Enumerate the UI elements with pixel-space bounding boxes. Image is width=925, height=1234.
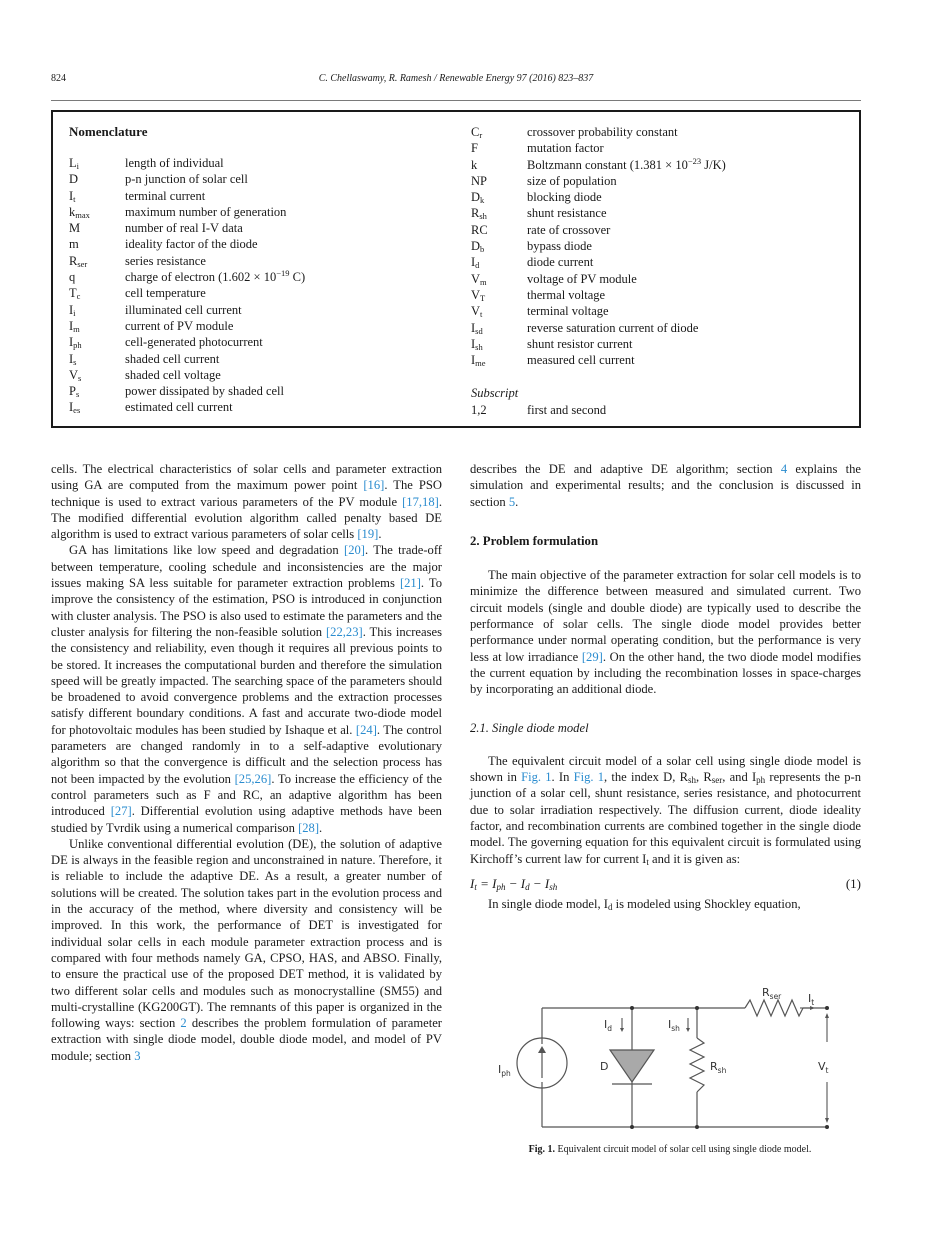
paragraph: GA has limitations like low speed and degradation [20]. The trade-off between temperature, cooling schedule and inconsistencies are the major issues making SA less suitable for parameter extraction problems [21]. To improve the consistency of the estimation, PSO is introduced in conjunction with cluster analysis. The PSO is also used to estimate the parameters and the cluster analysis for filtering the non-feasible solution [22,23]. This increases the consistency and reliability, even though it requires all previous points to be stored. It increases the computational burden and therefore the simulation speed will be greatly impacted. The searching space of the parameters should be broadened to avoid convergence problems and the extraction processes satisfy different boundary conditions. A fast and accurate two-diode model for photovoltaic modules has been studied by Ishaque et al. [24]. The control parameters are changed randomly in to a self-adaptive evolutionary algorithm so that the convergence is difficult and the selection process has not been impacted by the evolution [25,26]. To increase the efficiency of the control parameters such as F and RC, an adaptive algorithm has been introduced [27]. Differential evolution using adaptive methods have been studied by Tvrdik using a numerical comparison [28]. — [51, 543, 442, 835]
ish-label: $I_{sh}$ — [668, 1018, 680, 1033]
rser-label: $R_{ser}$ — [762, 986, 782, 1001]
citation-link[interactable]: [20] — [344, 543, 365, 558]
symbol: $I_s$ — [69, 351, 77, 367]
nomenclature-box — [51, 110, 861, 428]
citation-link[interactable]: [17,18] — [402, 494, 439, 509]
definition: shaded cell voltage — [125, 367, 221, 382]
definition: voltage of PV module — [527, 271, 637, 286]
symbol: D — [69, 172, 79, 187]
citation-link[interactable]: [25,26] — [234, 771, 272, 786]
paragraph: cells. The electrical characteristics of solar cells and parameter extraction using GA are computed from the maximum power point [16]. The PSO technique is used to extract various parameters of the PV module [17,18]. The modified differential evolution algorithm called penalty based DE algorithm is used to extract various parameters of solar cells [19]. — [51, 462, 442, 542]
symbol: NP — [471, 173, 487, 188]
circuit-diagram — [490, 980, 850, 1140]
citation-link[interactable]: [19] — [357, 527, 379, 542]
definition: measured cell current — [527, 353, 635, 368]
paragraph: describes the DE and adaptive DE algorithm; section 4 explains the simulation and experimental results; and the conclusion is discussed in section 5. — [470, 462, 861, 509]
definition: current of PV module — [125, 318, 234, 333]
symbol: $V_s$ — [69, 367, 82, 383]
definition: shunt resistance — [527, 206, 607, 221]
symbol: $V_m$ — [471, 271, 487, 287]
citation-link[interactable]: 3 — [134, 1048, 141, 1063]
symbol: $V_T$ — [471, 287, 486, 303]
definition: series resistance — [125, 253, 206, 268]
definition: blocking diode — [527, 190, 602, 205]
definition: terminal current — [125, 188, 206, 203]
definition: cell-generated photocurrent — [125, 335, 263, 350]
equation-number: (1) — [845, 875, 861, 891]
paragraph: Unlike conventional differential evolution (DE), the solution of adaptive DE is always in the feasible region and unconstrained in nature. Therefore, it is reliable to include the adaptive DE. As a result, a greater number of solutions will be created. The solution takes part in the evolution process and in the accuracy of the method, where diversity and consistency will be improved. In this work, the performance of DET is investigated for individual solar cells in each module parameter extraction process and is compared with four methods namely GA, CPSO, HAS, and ABSO. Finally, to ensure the practical use of the proposed DET method, it is validated by two different solar cells and modules such as monocrystalline (SM55) and multi-crystalline (KG200GT). The remnants of this paper is organized in the following ways: section 2 describes the problem formulation of parameter extraction with single diode model, double diode model, and model of PV module; section 3 — [51, 836, 442, 1063]
citation-link[interactable]: [27] — [110, 804, 132, 819]
d-label: D — [600, 1060, 609, 1073]
citation-link[interactable]: [22,23] — [325, 624, 363, 639]
symbol: $I_{sh}$ — [471, 336, 483, 352]
iph-label: $I_{ph}$ — [498, 1063, 511, 1078]
definition: first and second — [527, 403, 607, 417]
paragraph: The equivalent circuit model of a solar cell using single diode model is shown in Fig. 1. In Fig. 1, the index D, $R_{sh}$, $R_{ser}$, and $I_{ph}$ represents the p-n junction of a solar cell, shunt resistance, series resistance, and photocurrent due to solar irradiation respectively. The diffusion current, diode ideality factor, and recombination currents are combined together in the single diode model. The governing equation for this equivalent circuit is formulated using Kirchoff’s current law for current $I_t$ and it is given as: — [470, 753, 861, 867]
subsection-heading: 2.1. Single diode model — [470, 720, 589, 735]
id-label: $I_d$ — [604, 1018, 613, 1033]
header-rule — [51, 100, 861, 101]
symbol: $T_c$ — [69, 286, 81, 302]
definition: rate of crossover — [527, 222, 611, 237]
body-column-left — [51, 461, 442, 1064]
definition: Boltzmann constant ($1.381 \times 10^{-23}$ J/K) — [527, 155, 726, 172]
symbol: $I_{es}$ — [69, 400, 81, 416]
citation-link[interactable]: 2 — [180, 1016, 187, 1031]
citation-link[interactable]: 4 — [780, 462, 788, 476]
symbol: $k_{max}$ — [69, 204, 90, 220]
definition: p-n junction of solar cell — [125, 172, 248, 187]
body-column-right — [470, 461, 861, 912]
symbol: $C_r$ — [471, 125, 483, 140]
symbol: $I_{sd}$ — [471, 320, 483, 336]
definition: length of individual — [125, 156, 224, 170]
citation-link[interactable]: [29] — [581, 649, 603, 664]
symbol: $L_i$ — [69, 156, 80, 171]
definition: crossover probability constant — [527, 125, 678, 139]
running-header — [51, 73, 861, 87]
symbol: $I_t$ — [69, 188, 76, 204]
journal-citation: C. Chellaswamy, R. Ramesh / Renewable Energy 97 (2016) 823–837 — [318, 73, 594, 84]
rsh-label: $R_{sh}$ — [710, 1060, 727, 1075]
citation-link[interactable]: [24] — [355, 722, 377, 737]
vt-label: $V_t$ — [818, 1060, 829, 1075]
definition: estimated cell current — [125, 400, 233, 415]
symbol: $R_{sh}$ — [471, 206, 487, 222]
subscript-label: Subscript — [471, 386, 519, 400]
citation-link[interactable]: Fig. 1 — [573, 770, 605, 785]
symbol: $D_k$ — [471, 190, 485, 206]
definition: maximum number of generation — [125, 204, 287, 219]
figure-caption-text: Equivalent circuit model of solar cell using single diode model. — [555, 1144, 812, 1155]
definition: shaded cell current — [125, 351, 220, 366]
symbol: 1,2 — [471, 403, 487, 417]
definition: bypass diode — [527, 239, 592, 254]
definition: ideality factor of the diode — [125, 237, 258, 252]
paragraph: In single diode model, $I_d$ is modeled using Shockley equation, — [488, 896, 801, 912]
definition: size of population — [527, 173, 617, 188]
symbol: $R_{ser}$ — [69, 253, 88, 269]
definition: shunt resistor current — [527, 336, 633, 351]
citation-link[interactable]: [28] — [298, 820, 320, 835]
symbol: $I_i$ — [69, 302, 76, 318]
definition: power dissipated by shaded cell — [125, 384, 284, 399]
symbol: $D_b$ — [471, 239, 485, 255]
definition: terminal voltage — [527, 304, 609, 319]
symbol: $P_s$ — [69, 384, 80, 400]
citation-link[interactable]: 5 — [508, 494, 516, 509]
definition: charge of electron ($1.602 \times 10^{-19}$ C) — [125, 268, 306, 285]
figure-caption — [490, 1144, 850, 1155]
symbol: k — [471, 157, 478, 172]
figure-1 — [490, 980, 850, 1160]
symbol: $I_{me}$ — [471, 353, 486, 369]
citation-link[interactable]: [21] — [399, 576, 421, 591]
diode-icon — [610, 1050, 654, 1082]
symbol: $V_t$ — [471, 304, 483, 320]
symbol: $I_d$ — [471, 255, 480, 271]
equation-body: $I_t = I_{ph} - I_d - I_{sh}$ — [470, 875, 558, 892]
definition: cell temperature — [125, 286, 206, 301]
definition: reverse saturation current of diode — [527, 320, 699, 335]
page-number: 824 — [51, 73, 66, 84]
symbol: F — [471, 141, 478, 156]
definition: thermal voltage — [527, 287, 606, 302]
symbol: RC — [471, 222, 488, 237]
citation-link[interactable]: [16] — [363, 478, 385, 493]
definition: diode current — [527, 255, 594, 270]
definition: number of real I-V data — [125, 221, 243, 236]
symbol: q — [69, 270, 76, 285]
definition: illuminated cell current — [125, 302, 242, 317]
symbol: $I_m$ — [69, 318, 80, 334]
equation-1 — [470, 876, 861, 894]
paragraph: The main objective of the parameter extraction for solar cell models is to minimize the difference between measured and simulated current. Two circuit models (single and double diode) are typically used to describe the performance of solar cells. The single diode model provides better performance under normal operating condition, but the performance is very less at low irradiance [29]. On the other hand, the two diode model modifies the current equation by including the recombination losses in space-charges by incorporating an additional diode. — [470, 568, 861, 697]
symbol: $I_{ph}$ — [69, 335, 82, 351]
citation-link[interactable]: Fig. 1 — [521, 770, 552, 785]
it-label: $I_t$ — [808, 992, 815, 1007]
symbol: M — [69, 221, 81, 236]
symbol: m — [69, 237, 79, 252]
definition: mutation factor — [527, 141, 604, 156]
section-heading: 2. Problem formulation — [470, 533, 599, 548]
nomenclature-title: Nomenclature — [69, 124, 148, 139]
figure-caption-label: Fig. 1. — [528, 1144, 556, 1155]
